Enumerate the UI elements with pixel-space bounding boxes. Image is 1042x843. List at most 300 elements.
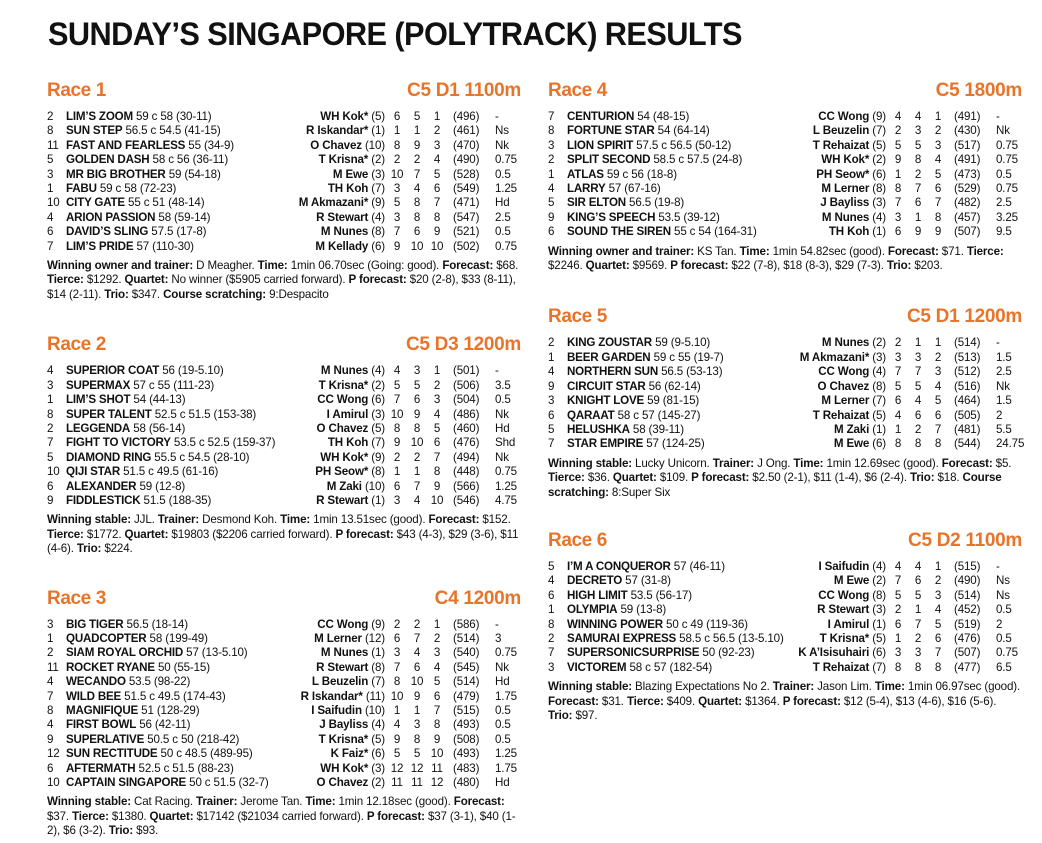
finish-position: 1 (934, 110, 942, 123)
running-position-2: 4 (914, 559, 922, 573)
result-row (548, 211, 1022, 225)
winning-margin: 1.25 (495, 747, 517, 761)
horse-name: LARRY (567, 182, 606, 196)
jockey-cell (820, 632, 886, 646)
horse-cell (66, 690, 301, 704)
winning-margin: 9.5 (996, 225, 1012, 239)
finish-position: 5 (934, 167, 942, 181)
finish-position: 5 (433, 167, 441, 181)
horse-name: KING ZOUSTAR (567, 336, 652, 350)
result-row (548, 351, 1022, 365)
running-position-1: 7 (894, 365, 902, 379)
summary-value: Jason Lim. (814, 680, 875, 694)
running-position-1: 1 (393, 704, 401, 717)
horse-cell (66, 153, 319, 167)
barrier-draw: (7) (872, 394, 886, 408)
horse-weight-odds: 50 c 49 (119-36) (666, 617, 748, 631)
summary-label: Forecast: (442, 259, 494, 273)
horse-weight: (505) (954, 408, 981, 422)
finish-position: 1 (934, 336, 942, 350)
horse-weight: (482) (954, 196, 981, 210)
horse-weight: (540) (453, 646, 480, 660)
horse-weight: (473) (954, 167, 981, 181)
saddle-number: 6 (47, 479, 54, 493)
horse-name: ARION PASSION (66, 210, 156, 224)
jockey-cell (316, 211, 385, 225)
running-position-2: 7 (914, 182, 922, 196)
horse-weight: (479) (453, 689, 480, 703)
horse-weight-odds: 58 (39-11) (632, 422, 685, 436)
horse-weight-odds: 55 (34-9) (188, 138, 234, 152)
jockey-cell (818, 110, 886, 124)
finish-position: 9 (433, 225, 441, 239)
jockey-name: O Chavez (316, 776, 369, 790)
jockey-cell (800, 351, 886, 365)
barrier-draw: (10) (364, 704, 385, 717)
running-position-1: 7 (393, 393, 401, 407)
barrier-draw: (5) (371, 110, 385, 123)
finish-position: 7 (934, 196, 942, 210)
running-position-2: 6 (914, 574, 922, 588)
horse-cell (66, 661, 316, 675)
winning-margin: Ns (996, 574, 1010, 588)
horse-name: QUADCOPTER (66, 631, 147, 645)
horse-weight: (545) (453, 660, 480, 674)
jockey-cell (320, 110, 385, 124)
race-summary (47, 795, 521, 838)
horse-weight: (519) (954, 617, 981, 631)
jockey-name: M Ewe (833, 574, 870, 588)
jockey-cell (821, 394, 886, 408)
horse-cell (567, 196, 820, 210)
result-row (47, 465, 521, 479)
running-position-2: 5 (413, 110, 421, 123)
summary-label: Time: (280, 513, 311, 527)
result-row (47, 408, 521, 422)
result-row (548, 661, 1022, 675)
summary-value: $22 (7-8), $18 (8-3), $29 (7-3). (728, 259, 887, 273)
jockey-name: CC Wong (317, 617, 369, 631)
jockey-name: L Beuzelin (812, 124, 870, 138)
horse-weight: (514) (954, 588, 981, 602)
summary-value: Blazing Expectations No 2. (631, 680, 773, 694)
barrier-draw: (8) (872, 588, 886, 602)
summary-value: $18. (934, 471, 963, 485)
finish-position: 9 (433, 479, 441, 493)
winning-margin: 1.25 (495, 479, 517, 493)
running-position-1: 8 (393, 138, 401, 152)
summary-value: $37. (47, 809, 73, 823)
barrier-draw: (6) (872, 167, 886, 181)
race-summary (548, 245, 1022, 274)
winning-margin: 2.5 (495, 210, 511, 224)
barrier-draw: (2) (371, 153, 385, 167)
jockey-cell (816, 168, 886, 182)
running-position-2: 3 (914, 124, 922, 138)
horse-cell (66, 408, 327, 422)
winning-margin: 0.5 (495, 167, 511, 181)
horse-weight-odds: 58 c 56 (36-11) (152, 153, 229, 167)
running-position-2: 10 (410, 675, 424, 689)
barrier-draw: (6) (371, 747, 385, 761)
summary-label: Winning owner and trainer: (548, 244, 695, 258)
running-position-1: 8 (393, 421, 401, 435)
horse-cell (66, 718, 319, 732)
summary-label: P forecast: (348, 273, 407, 287)
race-label: Race 3 (47, 587, 106, 609)
finish-position: 5 (433, 675, 441, 689)
horse-cell (567, 603, 817, 617)
saddle-number: 11 (47, 138, 59, 152)
barrier-draw: (1) (872, 617, 886, 631)
running-position-1: 10 (390, 689, 404, 703)
horse-cell (66, 225, 321, 239)
running-position-2: 1 (914, 210, 922, 224)
horse-weight-odds: 55.5 c 54.5 (28-10) (154, 450, 250, 464)
jockey-cell (813, 661, 886, 675)
summary-label: Trio: (910, 471, 935, 485)
horse-cell (567, 409, 813, 423)
horse-cell (567, 225, 829, 239)
horse-weight-odds: 59 (12-8) (139, 479, 186, 493)
running-position-2: 6 (413, 660, 421, 674)
result-row (548, 153, 1022, 167)
saddle-number: 6 (47, 761, 54, 775)
horse-weight: (464) (954, 394, 981, 408)
summary-value: No winner ($5905 carried forward). (168, 273, 349, 287)
horse-cell (567, 589, 818, 603)
horse-cell (567, 423, 834, 437)
finish-position: 8 (433, 210, 441, 224)
jockey-cell (317, 618, 385, 632)
left-column (47, 80, 521, 839)
running-position-1: 6 (894, 617, 902, 631)
jockey-cell (817, 603, 886, 617)
running-position-1: 7 (894, 574, 902, 588)
running-position-1: 8 (894, 437, 902, 451)
result-row (47, 494, 521, 508)
jockey-cell (327, 480, 385, 494)
horse-name: SUN STEP (66, 124, 123, 138)
horse-cell (66, 675, 312, 689)
horse-weight-odds: 55 c 54 (164-31) (674, 225, 757, 239)
horse-name: QIJI STAR (66, 465, 121, 479)
horse-cell (567, 574, 834, 588)
summary-label: Tierce: (548, 471, 585, 485)
jockey-name: M Nunes (320, 225, 369, 239)
running-position-1: 1 (894, 167, 902, 181)
saddle-number: 7 (47, 689, 54, 703)
horse-weight-odds: 57 (67-16) (608, 182, 661, 196)
finish-position: 2 (433, 631, 441, 645)
summary-value: $347. (128, 287, 164, 301)
winning-margin: 1.75 (495, 761, 517, 775)
running-position-1: 9 (393, 732, 401, 746)
running-position-1: 9 (393, 239, 401, 253)
jockey-cell (813, 409, 886, 423)
saddle-number: 8 (47, 124, 54, 138)
horse-name: SUPER TALENT (66, 407, 152, 421)
horse-cell (66, 776, 317, 790)
summary-label: Tierce: (966, 244, 1004, 258)
horse-name: KING’S SPEECH (567, 210, 656, 224)
jockey-cell (319, 733, 385, 747)
jockey-name: I Saifudin (311, 704, 362, 717)
saddle-number: 4 (47, 675, 54, 689)
running-position-2: 8 (413, 196, 421, 210)
horse-weight: (491) (954, 153, 981, 167)
summary-value: $71. (938, 244, 967, 258)
saddle-number: 10 (47, 465, 60, 479)
horse-weight-odds: 58 c 57 (145-27) (617, 408, 701, 422)
summary-label: Tierce: (626, 694, 664, 708)
running-position-2: 9 (413, 689, 421, 703)
horse-weight-odds: 56.5 (18-14) (126, 617, 188, 631)
horse-weight-odds: 57.5 (17-8) (151, 225, 207, 239)
horse-cell (567, 182, 821, 196)
result-row (47, 747, 521, 761)
horse-cell (66, 139, 310, 153)
horse-weight-odds: 54 (64-14) (657, 124, 710, 138)
horse-weight-odds: 59 (54-18) (168, 167, 221, 181)
horse-cell (567, 168, 816, 182)
running-position-2: 9 (413, 407, 421, 421)
horse-cell (66, 465, 315, 479)
result-row (548, 409, 1022, 423)
horse-weight-odds: 58 (56-14) (133, 421, 186, 435)
saddle-number: 1 (548, 603, 555, 617)
result-row (47, 124, 521, 138)
finish-position: 10 (430, 493, 444, 507)
jockey-name: T Krisna* (318, 732, 369, 746)
running-position-1: 5 (894, 379, 902, 393)
summary-label: Trio: (76, 542, 102, 556)
winning-margin: 0.5 (495, 732, 511, 746)
winning-margin: Hd (495, 196, 510, 210)
jockey-cell (327, 408, 385, 422)
horse-name: CAPTAIN SINGAPORE (66, 776, 187, 790)
race-summary (47, 513, 521, 556)
jockey-cell (314, 632, 385, 646)
result-row (548, 380, 1022, 394)
summary-value: $36. (584, 471, 613, 485)
jockey-name: I Amirul (827, 617, 870, 631)
horse-name: FIRST BOWL (66, 718, 137, 732)
summary-value: 9:Despacito (266, 287, 329, 301)
jockey-cell (829, 225, 886, 239)
running-position-1: 2 (894, 336, 902, 350)
running-position-1: 2 (393, 450, 401, 464)
finish-position: 1 (433, 364, 441, 378)
horse-weight: (566) (453, 479, 480, 493)
horse-weight-odds: 59 c 58 (30-11) (136, 110, 212, 123)
results-table (548, 560, 1022, 675)
horse-weight: (544) (954, 437, 981, 451)
barrier-draw: (5) (872, 408, 886, 422)
horse-weight-odds: 59 (81-15) (647, 394, 700, 408)
finish-position: 2 (934, 574, 942, 588)
horse-weight-odds: 56.5 (53-13) (661, 365, 723, 379)
summary-value: $20 (2-8), $33 (8-11), $14 (2-11). (47, 273, 516, 301)
jockey-name: J Bayliss (319, 718, 369, 732)
jockey-name: TH Koh (327, 182, 369, 196)
horse-weight: (514) (453, 675, 480, 689)
horse-weight: (514) (453, 631, 480, 645)
winning-margin: - (996, 336, 1000, 350)
running-position-2: 4 (914, 110, 922, 123)
horse-weight: (491) (954, 110, 981, 123)
jockey-name: M Ewe (833, 437, 870, 451)
summary-label: Quartet: (698, 694, 743, 708)
saddle-number: 8 (548, 124, 555, 138)
jockey-cell (834, 423, 886, 437)
horse-weight: (517) (954, 138, 981, 152)
jockey-name: T Krisna* (318, 378, 369, 392)
barrier-draw: (6) (872, 646, 886, 660)
winning-margin: 3.5 (495, 378, 511, 392)
horse-weight-odds: 57.5 c 56.5 (50-12) (636, 138, 732, 152)
horse-weight-odds: 51 (128-29) (141, 704, 200, 717)
running-position-1: 2 (894, 603, 902, 617)
saddle-number: 3 (47, 167, 54, 181)
summary-value: Cat Racing. (130, 795, 197, 809)
running-position-1: 6 (393, 479, 401, 493)
winning-margin: 1.5 (996, 350, 1012, 364)
finish-position: 7 (433, 450, 441, 464)
result-row (47, 690, 521, 704)
horse-cell (567, 153, 821, 167)
winning-margin: 0.5 (495, 704, 511, 717)
horse-weight-odds: 53.5 (39-12) (658, 210, 720, 224)
barrier-draw: (4) (872, 210, 886, 224)
horse-weight: (501) (453, 364, 480, 378)
barrier-draw: (2) (872, 574, 886, 588)
result-row (47, 776, 521, 790)
saddle-number: 3 (47, 378, 54, 392)
horse-weight: (507) (954, 225, 981, 239)
race-class: C5 D3 1200m (406, 334, 521, 356)
horse-weight: (490) (453, 153, 480, 167)
barrier-draw: (8) (371, 660, 385, 674)
jockey-name: M Nunes (821, 210, 870, 224)
barrier-draw: (7) (371, 675, 385, 689)
horse-weight-odds: 50 c 48.5 (489-95) (160, 747, 253, 761)
winning-margin: Nk (495, 138, 509, 152)
summary-label: Trio: (108, 824, 134, 838)
finish-position: 8 (433, 465, 441, 479)
jockey-name: M Lerner (821, 182, 870, 196)
jockey-name: O Chavez (316, 421, 369, 435)
running-position-1: 5 (894, 588, 902, 602)
running-position-2: 4 (413, 182, 421, 196)
summary-value: KS Tan. (694, 244, 740, 258)
winning-margin: 0.5 (996, 631, 1012, 645)
horse-weight: (507) (954, 646, 981, 660)
race-class: C5 1800m (935, 80, 1022, 101)
jockey-name: T Rehaizat (812, 660, 870, 674)
running-position-1: 4 (894, 110, 902, 123)
barrier-draw: (1) (371, 493, 385, 507)
results-table (47, 618, 521, 791)
running-position-1: 6 (894, 394, 902, 408)
saddle-number: 6 (47, 225, 54, 239)
saddle-number: 7 (548, 646, 555, 660)
barrier-draw: (7) (872, 124, 886, 138)
saddle-number: 3 (548, 394, 555, 408)
saddle-number: 5 (47, 450, 54, 464)
horse-weight: (516) (954, 379, 981, 393)
horse-weight: (471) (453, 196, 480, 210)
running-position-1: 5 (393, 747, 401, 761)
summary-label: Time: (793, 456, 824, 470)
horse-weight: (460) (453, 421, 480, 435)
finish-position: 4 (433, 153, 441, 167)
result-row (47, 480, 521, 494)
horse-name: ATLAS (567, 167, 604, 181)
winning-margin: Nk (996, 379, 1010, 393)
horse-weight-odds: 50.5 c 50 (218-42) (147, 732, 240, 746)
barrier-draw: (5) (872, 631, 886, 645)
summary-label: Tierce: (72, 809, 109, 823)
horse-weight: (502) (453, 239, 480, 253)
summary-value: 1min 13.51sec (good). (310, 513, 429, 527)
jockey-cell (328, 436, 385, 450)
race-header (548, 306, 1022, 328)
jockey-name: M Akmazani* (298, 196, 369, 210)
jockey-name: CC Wong (818, 365, 870, 379)
horse-name: SIAM ROYAL ORCHID (66, 646, 184, 660)
running-position-2: 8 (914, 660, 922, 674)
running-position-2: 8 (413, 732, 421, 746)
winning-margin: 2 (996, 408, 1003, 422)
summary-label: Winning stable: (47, 513, 131, 527)
result-row (47, 718, 521, 732)
horse-weight-odds: 52.5 c 51.5 (153-38) (154, 407, 257, 421)
horse-weight-odds: 54 (44-13) (133, 393, 186, 407)
running-position-1: 3 (894, 350, 902, 364)
horse-weight: (470) (453, 138, 480, 152)
finish-position: 9 (934, 225, 942, 239)
running-position-1: 2 (894, 124, 902, 138)
winning-margin: Shd (495, 436, 516, 450)
result-row (548, 574, 1022, 588)
horse-weight: (549) (453, 182, 480, 196)
jockey-name: WH Kok* (821, 153, 870, 167)
horse-name: SIR ELTON (567, 196, 626, 210)
horse-weight: (528) (453, 167, 480, 181)
barrier-draw: (8) (872, 379, 886, 393)
jockey-cell (319, 153, 385, 167)
barrier-draw: (9) (371, 617, 385, 631)
summary-label: Time: (874, 680, 905, 694)
result-row (47, 675, 521, 689)
horse-cell (66, 480, 327, 494)
result-row (548, 365, 1022, 379)
summary-label: Course scratching: (163, 287, 267, 301)
jockey-name: M Nunes (320, 364, 369, 378)
winning-margin: 6.5 (996, 660, 1012, 674)
saddle-number: 4 (47, 210, 54, 224)
summary-label: Time: (305, 795, 336, 809)
running-position-1: 10 (390, 407, 404, 421)
horse-name: HIGH LIMIT (567, 588, 628, 602)
horse-weight: (521) (453, 225, 480, 239)
summary-value: $224. (101, 542, 133, 556)
horse-cell (567, 646, 798, 660)
finish-position: 3 (433, 646, 441, 660)
barrier-draw: (3) (371, 167, 385, 181)
summary-value: $37 (3-1), $40 (1-2), $6 (3-2). (47, 809, 516, 838)
